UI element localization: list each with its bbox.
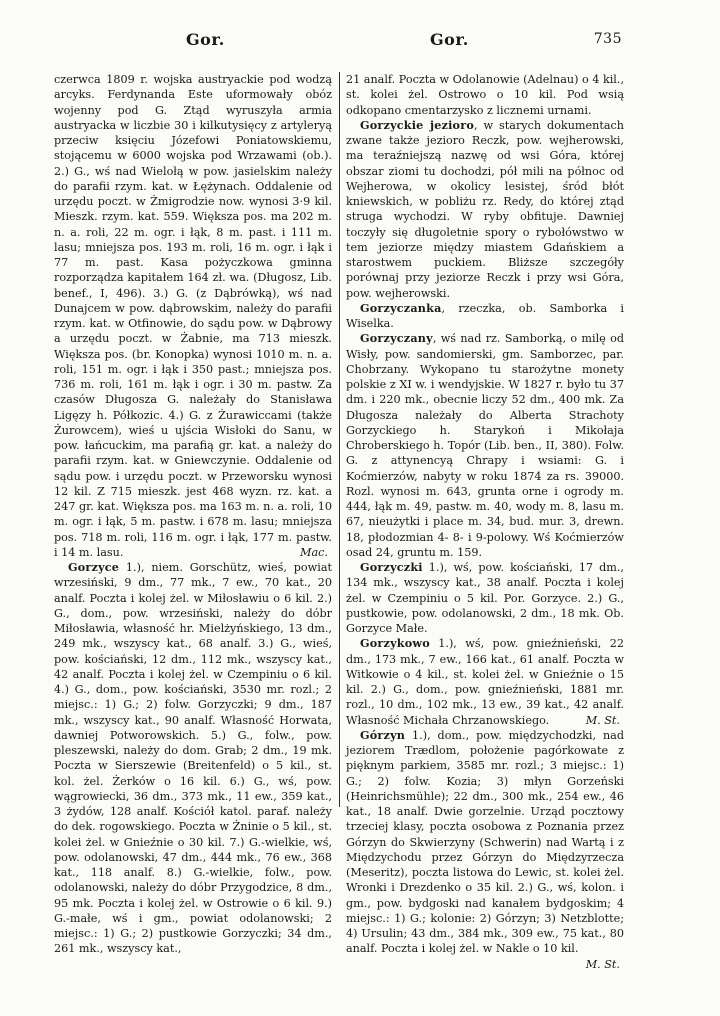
author-signature: M. St. [585, 957, 620, 971]
entry-headword: Górzyn [360, 727, 406, 742]
entry-text: , rzeczka, ob. Samborka i Wiselka. [346, 301, 624, 330]
entry-paragraph [346, 560, 624, 636]
entry-text: , w starych dokumentach zwane także jezioro Reczk, pow. wejherowski, ma teraźniejszą nazwę od wsi Góra, której obszar ziomi tu dochodzi, pół mili na północ od Wejherowa, w okolicy lesistej, śród błót kniewskich, w pobliżu rz. Redy, do której ztąd struga wychodzi. W ryby obfituje. Dawniej toczyły się długoletnie spory o rybołówstwo w tem jeziorze między miastem Gdańskiem a starostwem puckiem. Bliższe szczegóły porównaj przy jeziorze Reczk i przy wsi Góra, pow. wejherowski. [346, 118, 624, 300]
entry-headword: Gorzyckie jezioro [360, 117, 474, 132]
entry-text: , wś nad rz. Samborką, o milę od Wisły, pow. sandomierski, gm. Samborzec, par. Chobrzany. Wykopano tu starożytne monety polskie z XI w. i wendyjskie. W 1827 r. było tu 37 dm. i 220 mk., obecnie liczy 52 dm., 400 mk. Za Długosza należały do Alberta Strachoty Gorzyckiego h. Starykoń i Mikołaja Chroberskiego h. Topór (Lib. ben., II, 380). Folw. G. z attynencyą Chrapy i wsiami: G. i Koćmierzów, nabyty w roku 1874 za rs. 39000. Rozl. wynosi m. 643, grunta orne i ogrody m. 444, łąk m. 49, pastw. m. 40, wody m. 8, lasu m. 67, nieużytki i place m. 34, bud. mur. 3, drewn. 18, płodozmian 4- 8- i 9-polowy. Wś Koćmierzów osad 24, gruntu m. 159. [346, 332, 624, 559]
running-title-left: Gor. [186, 30, 225, 49]
entry-paragraph [346, 301, 624, 332]
entry-text: 1.), dom., pow. międzychodzki, nad jeziorem Trædlom, położenie pagórkowate z pięknym parkiem, 3585 mr. rozl.; 3 miejsc.: 1) G.; 2) folw. Kozia; 3) młyn Gorzeński (Heinrichsmühle); 22 dm., 300 mk., 254 ew., 46 kat., 18 analf. Dwie gorzelnie. Urząd pocztowy trzeciej klasy, poczta osobowa z Poznania przez Górzyn do Skwierzyny (Schwerin) nad Wartą i z Międzychodu przez Górzyn do Międzyrzecza (Meseritz), poczta listowa do Lewic, st. kolei żel. Wronki i Drezdenko o 35 kil. 2.) G., wś, kolon. i gm., pow. bydgoski nad kanałem bydgoskim; 4 miejsc.: 1) G.; kolonie: 2) Górzyn; 3) Netzblotte; 4) Ursulin; 43 dm., 384 mk., 309 ew., 75 kat., 80 analf. Poczta i kolej żel. w Nakle o 10 kil. [346, 728, 624, 956]
text-columns [54, 72, 630, 992]
entry-paragraph [346, 72, 624, 118]
entry-headword: Gorzykowo [360, 636, 430, 651]
author-signature: M. St. [585, 713, 620, 727]
entry-paragraph [346, 118, 624, 301]
running-title-center: Gor. [430, 30, 469, 49]
entry-text: 1.), niem. Gorschütz, wieś, powiat wrzesiński, 9 dm., 77 mk., 7 ew., 70 kat., 20 analf. Poczta i kolej żel. w Miłosławiu o 6 kil. 2.) G., dom., pow. wrzesiński, należy do dóbr Miłosławia, własność hr. Mielżyńskiego, 13 dm., 249 mk., wszyscy kat., 68 analf. 3.) G., wieś, pow. kościański, 12 dm., 112 mk., wszyscy kat., 42 analf. Poczta i kolej żel. w Czempiniu o 6 kil. 4.) G., dom., pow. kościański, 3530 mr. rozl.; 2 miejsc.: 1) G.; 2) folw. Gorzyczki; 9 dm., 187 mk., wszyscy kat., 90 analf. Własność Horwata, dawniej Potworowskich. 5.) G., folw., pow. pleszewski, należy do dom. Grab; 2 dm., 19 mk. Poczta w Sierszewie (Breitenfeld) o 5 kil., st. kol. żel. Żerków o 16 kil. 6.) G., wś, pow. wągrowiecki, 36 dm., 373 mk., 11 ew., 359 kat., 3 żydów, 128 analf. Kościół katol. paraf. należy do dek. rogowskiego. Poczta w Żninie o 5 kil., st. kolei żel. w Gnieźnie o 30 kil. 7.) G.-wielkie, wś, pow. odolanowski, 47 dm., 444 mk., 76 ew., 368 kat., 118 analf. 8.) G.-wielkie, folw., pow. odolanowski, należy do dóbr Przygodzice, 8 dm., 95 mk. Poczta i kolej żel. w Ostrowie o 6 kil. 9.) G.-małe, wś i gm., powiat odolanowski; 2 miejsc.: 1) G.; 2) pustkowie Gorzyczki; 34 dm., 261 mk., wszyscy kat., [54, 561, 332, 956]
entry-text: 21 analf. Poczta w Odolanowie (Adelnau) o 4 kil., st. kolei żel. Ostrowo o 10 kil. Pod wsią odkopano cmentarzysko z licznemi urnami. [346, 73, 624, 117]
entry-headword: Gorzyczany [360, 331, 433, 346]
entry-paragraph [346, 331, 624, 560]
left-column [54, 72, 332, 957]
entry-text: 1.), wś, pow. kościański, 17 dm., 134 mk., wszyscy kat., 38 analf. Poczta i kolej żel. w Czempiniu o 5 kil. Por. Gorzyce. 2.) G., pustkowie, pow. odolanowski, 2 dm., 18 mk. Ob. Gorzyce Małe. [346, 561, 624, 635]
entry-headword: Gorzyce [68, 560, 120, 574]
entry-paragraph [346, 636, 624, 728]
entry-paragraph [54, 72, 332, 560]
entry-text: 1.), wś, pow. gnieźnieński, 22 dm., 173 mk., 7 ew., 166 kat., 61 analf. Poczta w Witkowie o 4 kil., st. kolei żel. w Gnieźnie o 15 kil. 2.) G., dom., pow. gnieźnieński, 1881 mr. rozl., 10 dm., 102 mk., 13 ew., 39 kat., 42 analf. Własność Michała Chrzanowskiego. [346, 637, 624, 727]
page-number: 735 [593, 31, 622, 47]
page-header [0, 30, 720, 54]
right-column [346, 72, 624, 972]
entry-headword: Gorzyczki [360, 560, 423, 574]
author-signature: Mac. [300, 545, 328, 559]
entry-text: czerwca 1809 r. wojska austryackie pod wodzą arcyks. Ferdynanda Este uformowały obóz wojenny pod G. Ztąd wyruszyła armia austryacka w liczbie 30 i kilkutysięcy z artyleryą przeciw księciu Józefowi Poniatowskiemu, stojącemu w 6000 wojska pod Wrzawami (ob.). 2.) G., wś nad Wielołą w pow. jasielskim należy do parafii rzym. kat. w Łężynach. Oddalenie od urzędu poczt. w Żmigrodzie now. wynosi 3·9 kil. Mieszk. rzym. kat. 559. Większa pos. ma 202 m. n. a. roli, 22 m. ogr. i łąk, 8 m. past. i 111 m. lasu; mniejsza pos. 193 m. roli, 16 m. ogr. i łąk i 77 m. past. Kasa pożyczkowa gminna rozporządza kapitałem 164 zł. wa. (Długosz, Lib. benef., I, 496). 3.) G. (z Dąbrówką), wś nad Dunajcem w pow. dąbrowskim, należy do parafii rzym. kat. w Otfinowie, do sądu pow. w Dąbrowy a urzędu poczt. w Żabnie, ma 713 mieszk. Większa pos. (br. Konopka) wynosi 1010 m. n. a. roli, 151 m. ogr. i łąk i 350 past.; mniejsza pos. 736 m. roli, 161 m. łąk i ogr. i 30 m. pastw. Za czasów Długosza G. należały do Stanisława Ligęzy h. Półkozic. 4.) G. z Żurawiccami (także Żurowcem), wieś u ujścia Wisłoki do Sanu, w pow. łańcuckim, ma parafią gr. kat. a należy do parafii rzym. kat. w Gniewczynie. Oddalenie od sądu pow. i urzędu poczt. w Przeworsku wynosi 12 kil. Z 715 mieszk. jest 468 wyzn. rz. kat. a 247 gr. kat. Większa pos. ma 163 m. n. a. roli, 10 m. ogr. i łąk, 5 m. pastw. i 678 m. lasu; mniejsza pos. 718 m. roli, 116 m. ogr. i łąk, 177 m. pastw. i 14 m. lasu. [54, 73, 332, 559]
entry-paragraph [346, 727, 624, 971]
entry-headword: Gorzyczanka [360, 300, 442, 315]
entry-paragraph [54, 560, 332, 957]
column-divider [339, 72, 340, 807]
